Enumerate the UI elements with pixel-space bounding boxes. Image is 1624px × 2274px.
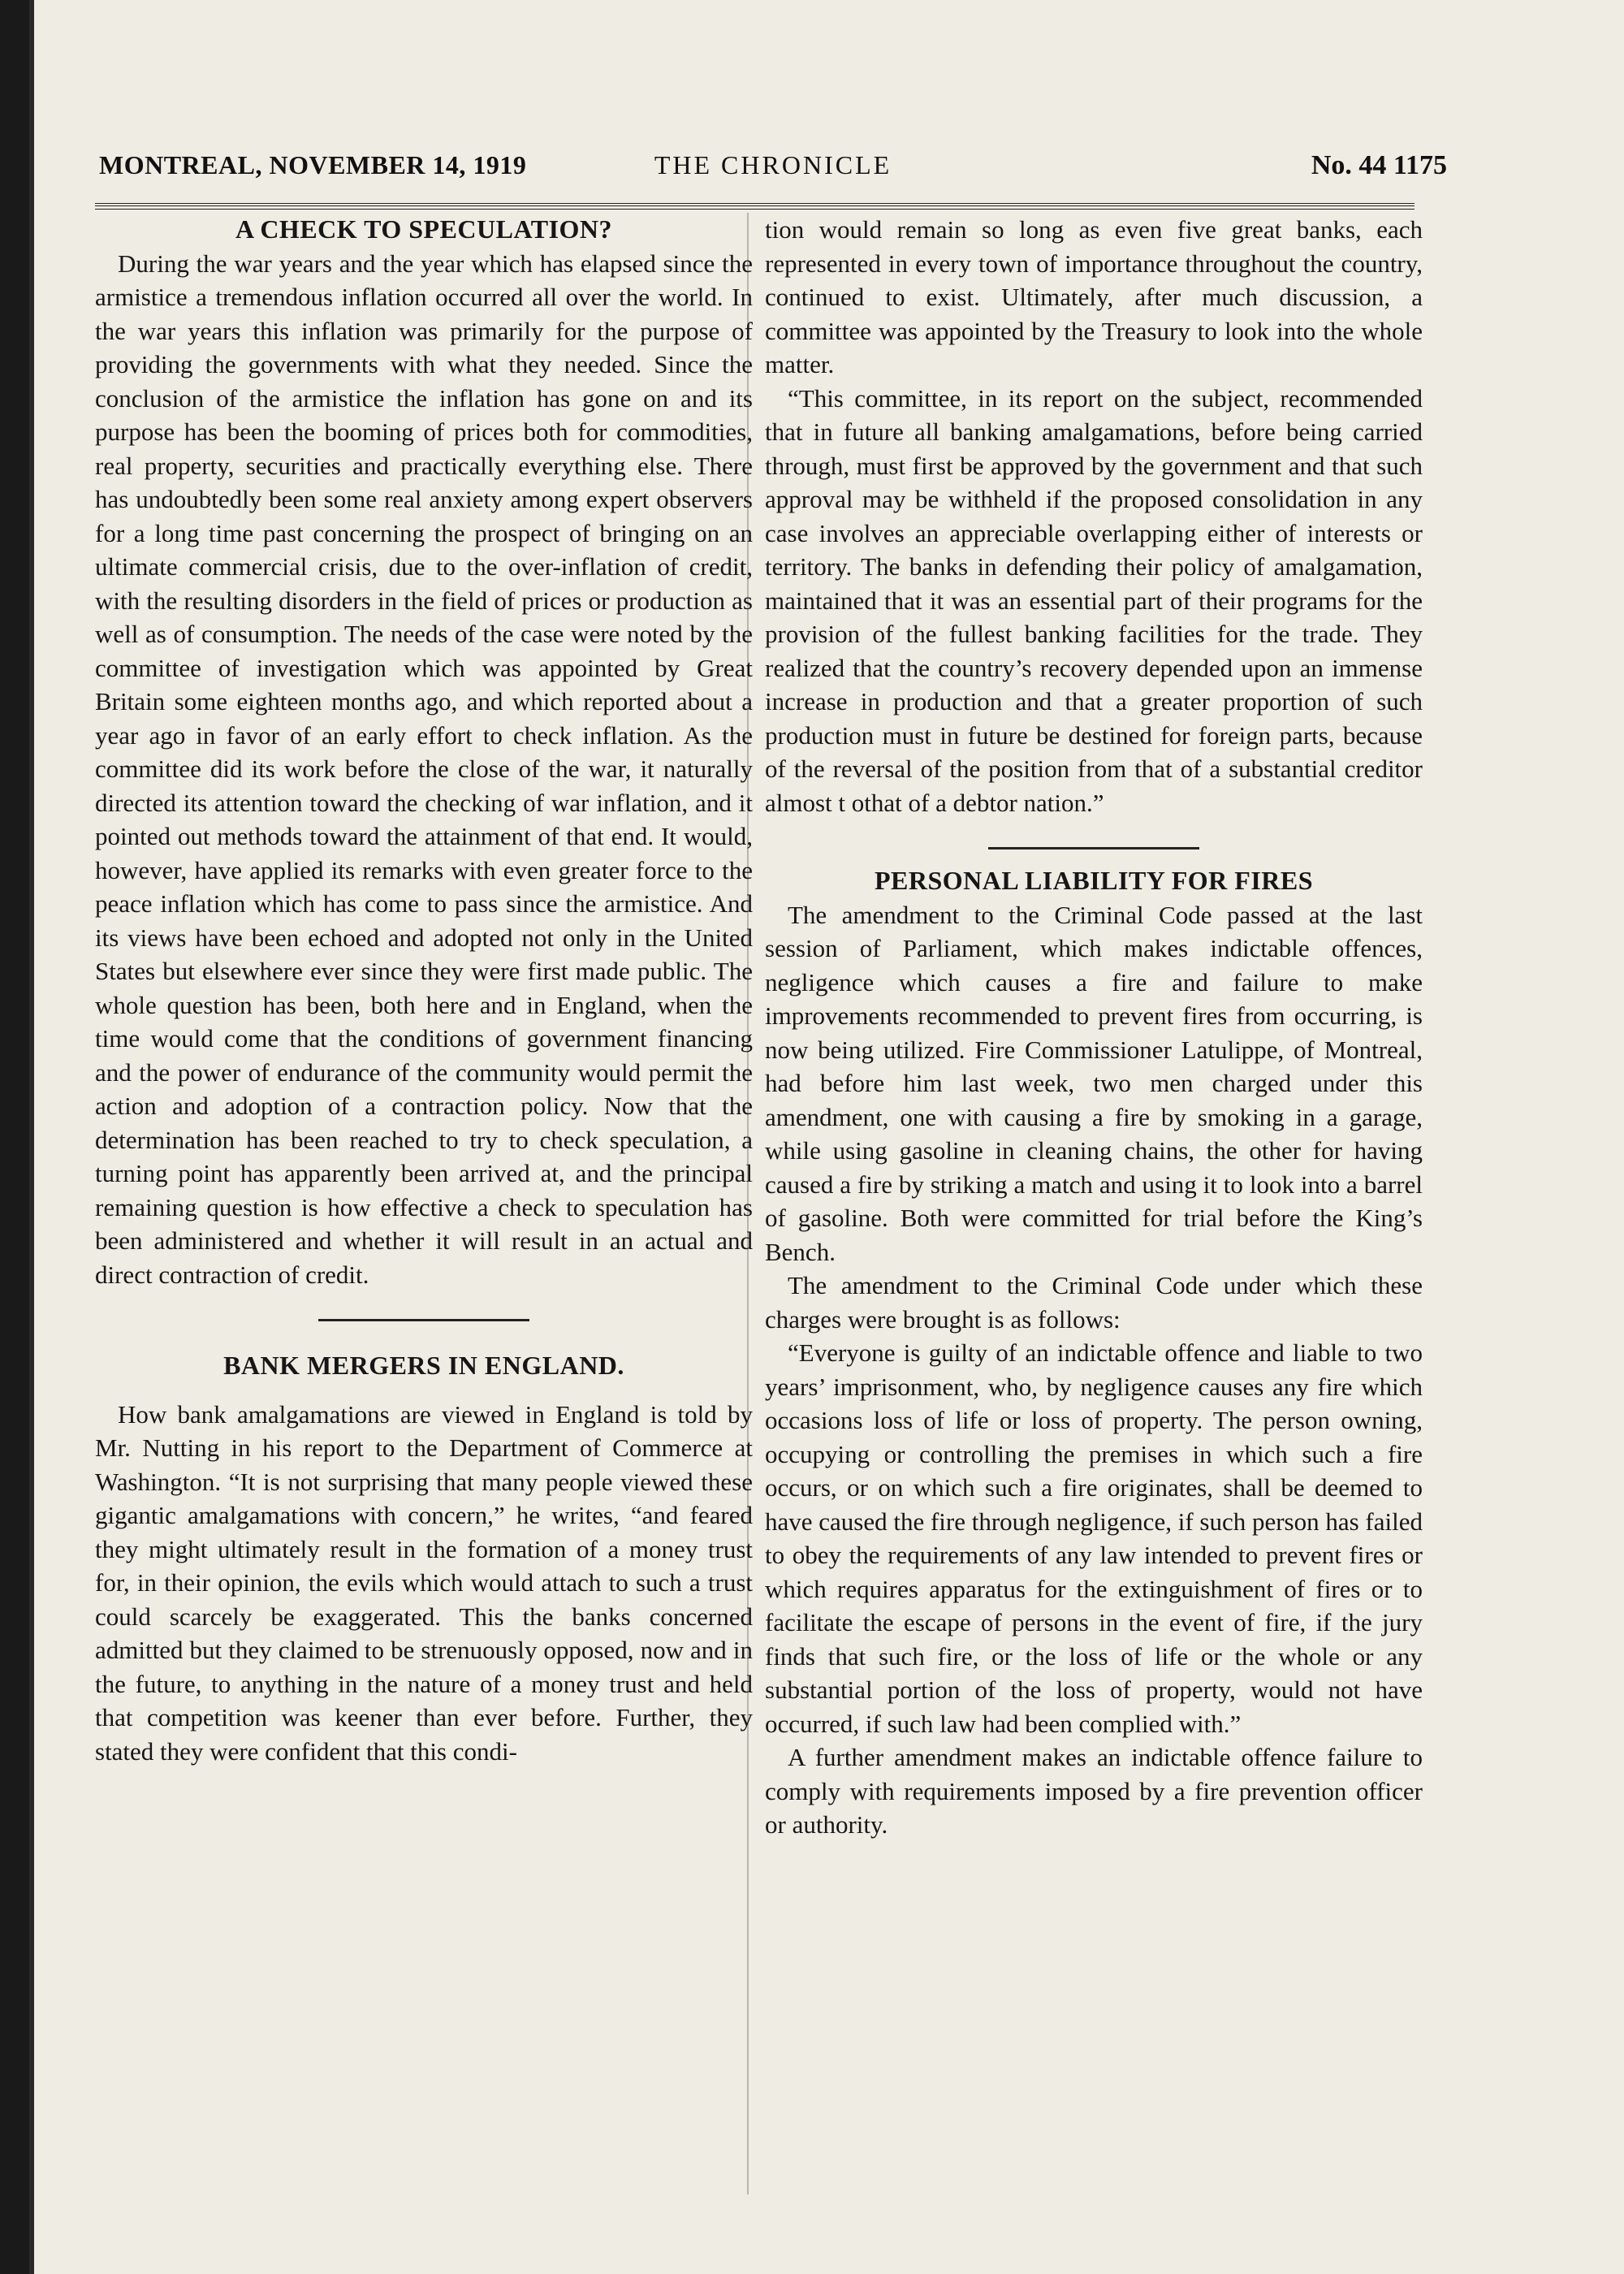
article-paragraph: A further amendment makes an indictable offence failure to comply with requirements imposed by a fire prevention officer or authority.	[765, 1743, 1423, 1839]
article-title-bank-mergers: BANK MERGERS IN ENGLAND.	[223, 1351, 624, 1380]
article-paragraph: “This committee, in its report on the subject, recommended that in future all banking amalgamations, before being carried through, must first be approved by the government and that such approval may be withheld if the proposed consolidation in any case involves an appreciable overlapping either of interests or territory. The banks in defending their policy of amalgamation, maintained that it was an essential part of their programs for the provision of the fullest banking facilities for the trade. They realized that the country’s recovery depended upon an immense increase in production and that a greater proportion of such production must in future be destined for foreign parts, because of the reversal of the position from that of a substantial creditor almost t othat of a debtor nation.”	[765, 383, 1423, 817]
article-paragraph: The amendment to the Criminal Code under which these charges were brought is as follows:	[765, 1271, 1423, 1334]
quoted-paragraph: “Everyone is guilty of an indictable offence and liable to two years’ imprisonment, who, by negligence causes any fire which occasions loss of life or loss of property. The person owning, occupying or controlling the premises in which such a fire occurs, or on which such a fire originates, shall be deemed to have caused the fire through negligence, if such person has failed to obey the requirements of any law intended to prevent fires or which requires apparatus for the extinguishment of fires or to facilitate the escape of persons in the event of fire, if the jury finds that such fire, or the loss of life or the whole or any substantial portion of the loss of property, would not have occurred, if such law had been complied with.”	[765, 1338, 1423, 1738]
right-column	[765, 213, 1423, 1842]
article-paragraph: During the war years and the year which has elapsed since the armistice a tremendous inflation occurred all over the world. In the war years this inflation was primarily for the purpose of providing the governments with what they needed. Since the conclusion of the armistice the inflation has gone on and its purpose has been the booming of prices both for commodities, real property, securities and practically everything else. There has undoubtedly been some real anxiety among expert observers for a long time past concerning the prospect of bringing on an ultimate commercial crisis, due to the over-inflation of credit, with the resulting disorders in the field of prices or production as well as of consumption. The needs of the case were noted by the committee of investigation which was appointed by Great Britain some eighteen months ago, and which reported about a year ago in favor of an early effort to check inflation. As the committee did its work before the close of the war, it naturally directed its attention toward the checking of war inflation, and it pointed out methods toward the attainment of that end. It would, however, have applied its remarks with even greater force to the peace inflation which has come to pass since the armistice. And its views have been echoed and adopted not only in the United States but elsewhere ever since they were first made public. The whole question has been, both here and in England, when the time would come that the conditions of government financing and the power of endurance of the community would permit the action and adoption of a contraction policy. Now that the determination has been reached to try to check speculation, a turning point has apparently been arrived at, and the principal remaining question is how effective a check to speculation has been administered and whether it will result in an actual and direct contraction of credit.	[95, 249, 753, 1289]
article-title-personal-liability: PERSONAL LIABILITY FOR FIRES	[874, 866, 1314, 895]
issue-number: No. 44 1175	[1311, 150, 1447, 180]
page-header	[99, 150, 1447, 199]
left-column	[95, 213, 753, 1768]
publication-name: THE CHRONICLE	[654, 150, 892, 179]
article-title-check-to-speculation: A CHECK TO SPECULATION?	[235, 214, 613, 244]
article-paragraph: The amendment to the Criminal Code passed at the last session of Parliament, which makes indictable offences, negligence which causes a fire and failure to make improvements recommended to prevent fires from occurring, is now being utilized. Fire Commissioner Latulippe, of Montreal, had before him last week, two men charged under this amendment, one with causing a fire by smoking in a garage, while using gasoline in cleaning chains, the other for having caused a fire by striking a match and using it to look into a barrel of gasoline. Both were committed for trial before the King’s Bench.	[765, 900, 1423, 1266]
continued-paragraph: tion would remain so long as even five great banks, each represented in every town of importance throughout the country, continued to exist. Ultimately, after much discussion, a committee was appointed by the Treasury to look into the whole matter.	[765, 215, 1423, 378]
header-date: MONTREAL, NOVEMBER 14, 1919	[99, 150, 527, 179]
newspaper-page	[29, 0, 1624, 2274]
article-paragraph: How bank amalgamations are viewed in England is told by Mr. Nutting in his report to the Department of Commerce at Washington. “It is not surprising that many people viewed these gigantic amalgamations with concern,” he writes, “and feared they might ultimately result in the formation of a money trust for, in their opinion, the evils which would attach to such a trust could scarcely be exaggerated. This the banks concerned admitted but they claimed to be strenuously opposed, now and in the future, to anything in the nature of a money trust and held that competition was keener than ever before. Further, they stated they were confident that this condi-	[95, 1399, 753, 1766]
header-rule	[95, 203, 1415, 210]
